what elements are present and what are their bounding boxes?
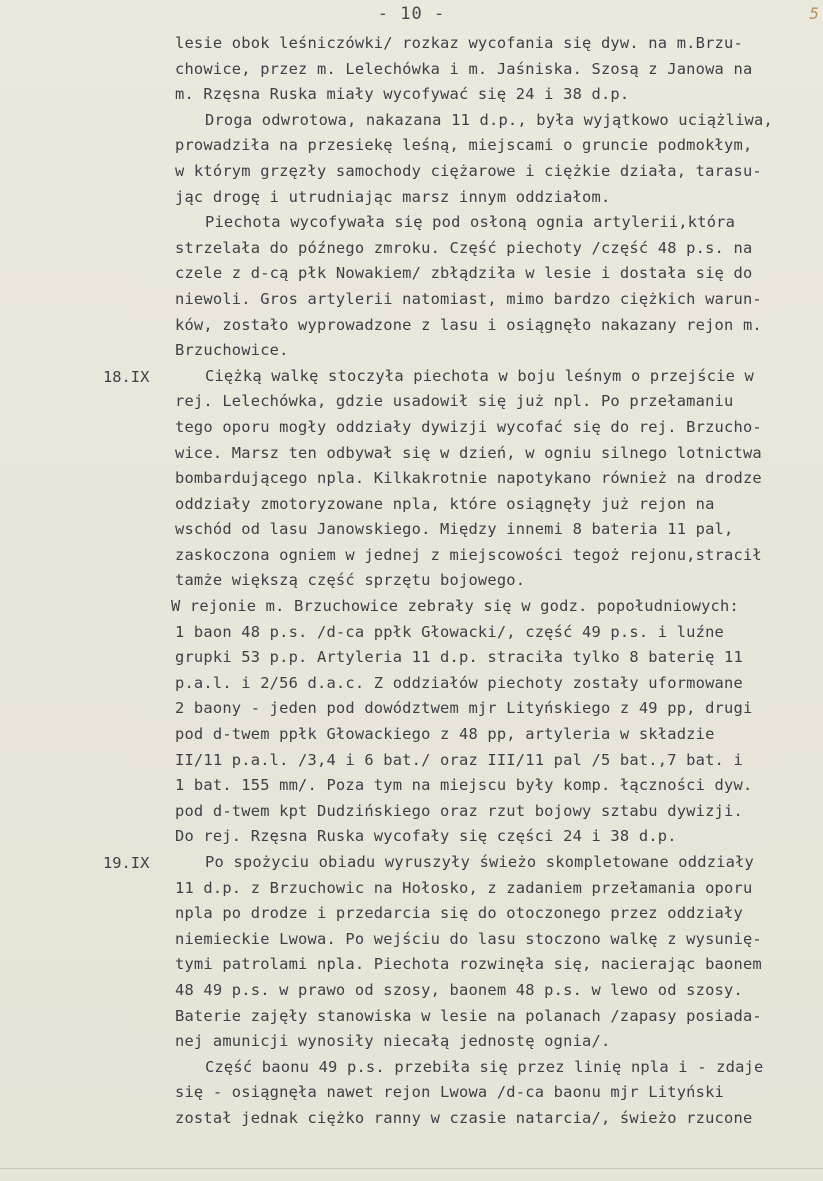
text-line: nej amunicji wynosiły niecałą jednostę ognia/. [175,1032,611,1051]
typewritten-body [171,31,823,1132]
text-line: 11 d.p. z Brzuchowic na Hołosko, z zadaniem przełamania oporu [175,878,753,897]
text-line: pod d-twem ppłk Głowackiego z 48 pp, artyleria w składzie [175,725,715,744]
text-line: Baterie zajęły stanowiska w lesie na polanach /zapasy posiada- [175,1006,762,1025]
text-line: 1 baon 48 p.s. /d-ca ppłk Głowacki/, część 49 p.s. i luźne [175,622,725,641]
text-line: tamże większą część sprzętu bojowego. [175,571,526,590]
text-line: npla po drodze i przedarcia się do otoczonego przez oddziały [175,904,743,923]
text-line: 48 49 p.s. w prawo od szosy, baonem 48 p.s. w lewo od szosy. [175,980,743,999]
text-line: ków, zostało wyprowadzone z lasu i osiągnęło nakazany rejon m. [175,315,762,334]
date-label: 18.IX [103,367,150,386]
text-line: chowice, przez m. Lelechówka i m. Jaśniska. Szosą z Janowa na [175,59,753,78]
text-line: grupki 53 p.p. Artyleria 11 d.p. straciła tylko 8 baterię 11 [175,648,743,667]
text-line: niemieckie Lwowa. Po wejściu do lasu stoczono walkę z wysunię- [175,929,762,948]
text-line: II/11 p.a.l. /3,4 i 6 bat./ oraz III/11 pal /5 bat.,7 bat. i [175,750,743,769]
text-line: W rejonie m. Brzuchowice zebrały się w godz. popołudniowych: [171,597,739,616]
text-line: Droga odwrotowa, nakazana 11 d.p., była wyjątkowo uciążliwa, [205,110,773,129]
text-line: Brzuchowice. [175,341,289,360]
text-line: p.a.l. i 2/56 d.a.c. Z oddziałów piechoty zostały uformowane [175,673,743,692]
text-line: zaskoczona ogniem w jednej z miejscowości tegoż rejonu,stracił [175,545,762,564]
text-line: bombardującego npla. Kilkakrotnie napotykano również na drodze [175,469,762,488]
text-line: czele z d-cą płk Nowakiem/ zbłądziła w lesie i dostała się do [175,264,753,283]
text-line: Piechota wycofywała się pod osłoną ognia artylerii,która [205,213,736,232]
text-line: 1 bat. 155 mm/. Poza tym na miejscu były komp. łączności dyw. [175,776,753,795]
text-line: tego oporu mogły oddziały dywizji wycofać się do rej. Brzucho- [175,417,762,436]
text-line: strzelała do późnego zmroku. Część piechoty /część 48 p.s. na [175,238,753,257]
text-line: prowadziła na przesiekę leśną, miejscami o gruncie podmokłym, [175,136,753,155]
text-line: się - osiągnęła nawet rejon Lwowa /d-ca baonu mjr Lityński [175,1083,725,1102]
text-line: lesie obok leśniczówki/ rozkaz wycofania się dyw. na m.Brzu- [175,34,743,52]
text-line: niewoli. Gros artylerii natomiast, mimo bardzo ciężkich warun- [175,289,762,308]
text-line: pod d-twem kpt Dudzińskiego oraz rzut bojowy sztabu dywizji. [175,801,743,820]
date-label: 19.IX [103,854,150,873]
text-line: Część baonu 49 p.s. przebiła się przez linię npla i - zdaje [205,1057,764,1076]
text-line: został jednak ciężko ranny w czasie natarcia/, świeżo rzucone [175,1108,753,1127]
page-number: - 10 - [377,4,446,24]
text-line: jąc drogę i utrudniając marsz innym oddziałom. [175,187,611,206]
text-line: w którym grzęzły samochody ciężarowe i ciężkie działa, tarasu- [175,161,762,180]
text-line: 2 baony - jeden pod dowództwem mjr Lityńskiego z 49 pp, drugi [175,699,753,718]
text-line: Po spożyciu obiadu wyruszyły świeżo skompletowane oddziały [205,853,755,871]
text-line: oddziały zmotoryzowane npla, które osiągnęły już rejon na [175,494,715,513]
text-line: rej. Lelechówka, gdzie usadowił się już npl. Po przełamaniu [175,392,734,411]
text-line: tymi patrolami npla. Piechota rozwinęła się, nacierając baonem [175,955,762,974]
text-line: Ciężką walkę stoczyła piechota w boju leśnym o przejście w [205,366,755,385]
text-line: m. Rzęsna Ruska miały wycofywać się 24 i 38 d.p. [175,85,630,104]
text-line: wice. Marsz ten odbywał się w dzień, w ogniu silnego lotnictwa [175,443,762,462]
text-line: wschód od lasu Janowskiego. Między innemi 8 bateria 11 pal, [175,520,734,539]
corner-page-mark: 5 [809,4,819,23]
text-line: Do rej. Rzęsna Ruska wycofały się części 24 i 38 d.p. [175,827,677,846]
page-bottom-edge [0,1168,823,1169]
